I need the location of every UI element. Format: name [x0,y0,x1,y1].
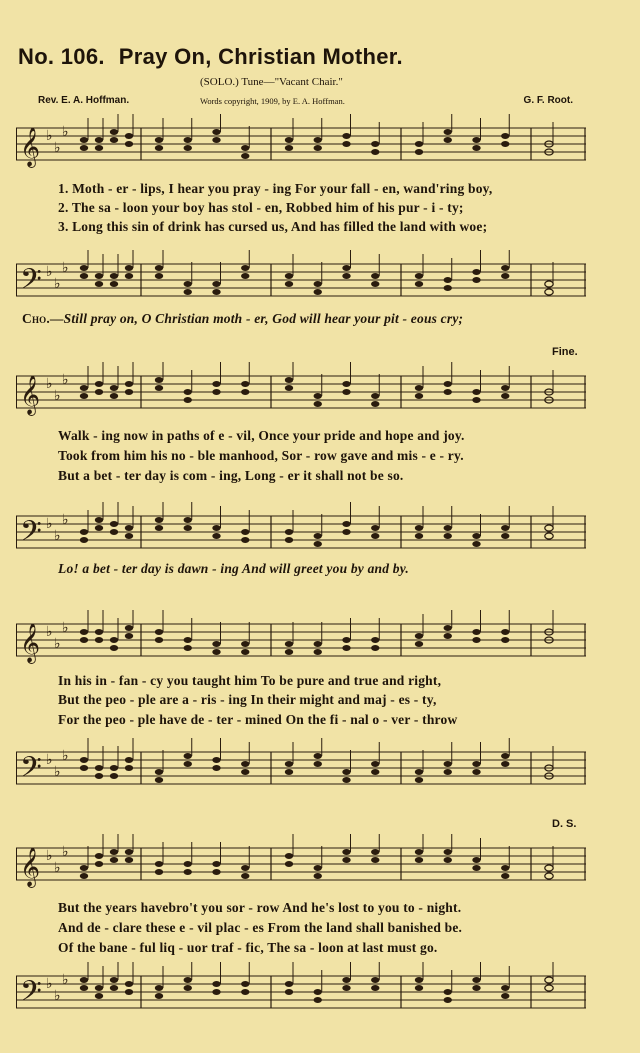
ds-marking: D. S. [552,818,577,830]
composer-credit: G. F. Root. [523,95,573,106]
svg-text:♭: ♭ [54,277,61,292]
svg-text:𝄢: 𝄢 [20,263,42,303]
svg-text:𝄢: 𝄢 [20,751,42,791]
lyric-line: Walk - ing now in paths of e - vil, Once your pride and hope and joy. [58,428,465,443]
chorus-line: Lo! a bet - ter day is dawn - ing And will greet you by and by. [58,561,409,576]
svg-text:♭: ♭ [54,861,61,876]
svg-text:♭: ♭ [46,753,53,768]
svg-text:♭: ♭ [54,529,61,544]
staff-lines [16,962,586,1032]
treble-staff [16,610,586,680]
svg-text:♭: ♭ [46,625,53,640]
lyric-line: 1. Moth - er - lips, I hear you pray - ing For your fall - en, wand'ring boy, [58,181,493,196]
treble-staff [16,114,586,184]
copyright-notice: Words copyright, 1909, by E. A. Hoffman. [200,96,345,106]
svg-text:♭: ♭ [54,141,61,156]
lyric-line: Of the bane - ful liq - uor traf - fic, The sa - loon at last must go. [58,940,438,955]
svg-text:𝄞: 𝄞 [20,375,41,415]
svg-text:♭: ♭ [62,261,69,276]
treble-staff [16,834,586,904]
lyric-line: 3. Long this sin of drink has cursed us, And has filled the land with woe; [58,219,488,234]
fine-marking: Fine. [552,346,578,358]
bass-staff [16,962,586,1032]
svg-text:♭: ♭ [54,765,61,780]
svg-text:𝄢: 𝄢 [20,515,42,555]
svg-text:♭: ♭ [46,977,53,992]
chorus-text: Still pray on, O Christian moth - er, God will hear your pit - eous cry; [63,311,464,326]
svg-text:♭: ♭ [62,845,69,860]
staff-lines [16,114,586,184]
lyric-line: But the peo - ple are a - ris - ing In their might and maj - es - ty, [58,692,437,707]
treble-staff [16,362,586,432]
hymn-title: Pray On, Christian Mother. [118,44,403,69]
lyric-line: In his in - fan - cy you taught him To be pure and true and right, [58,673,442,688]
chorus-prefix: Cho.— [22,311,64,326]
svg-text:♭: ♭ [46,517,53,532]
lyric-line: For the peo - ple have de - ter - mined On the fi - nal o - ver - throw [58,712,458,727]
lyric-line: Took from him his no - ble manhood, Sor - row gave and mis - e - ry. [58,448,464,463]
bass-staff [16,250,586,320]
staff-lines [16,738,586,808]
credits-row [0,95,640,109]
staff-lines [16,362,586,432]
lyric-line: But the years havebro't you sor - row And he's lost to you to - night. [58,900,462,915]
svg-text:♭: ♭ [62,749,69,764]
hymn-number: No. 106. [18,44,105,69]
lyric-line: 2. The sa - loon your boy has stol - en, Robbed him of his pur - i - ty; [58,200,464,215]
svg-text:♭: ♭ [62,973,69,988]
svg-text:♭: ♭ [62,513,69,528]
hymn-heading [18,44,618,70]
svg-text:♭: ♭ [54,389,61,404]
svg-text:♭: ♭ [46,849,53,864]
bass-staff [16,738,586,808]
lyric-line: And de - clare these e - vil plac - es From the land shall banished be. [58,920,463,935]
svg-text:𝄞: 𝄞 [20,127,41,167]
svg-text:♭: ♭ [46,377,53,392]
svg-text:♭: ♭ [62,621,69,636]
staff-lines [16,250,586,320]
svg-text:𝄞: 𝄞 [20,847,41,887]
svg-text:𝄢: 𝄢 [20,975,42,1015]
svg-text:♭: ♭ [62,373,69,388]
chorus-line [22,311,463,327]
svg-text:♭: ♭ [62,125,69,140]
tune-line: (SOLO.) Tune—"Vacant Chair." [200,76,343,88]
lyric-line: But a bet - ter day is com - ing, Long - er it shall not be so. [58,468,404,483]
svg-text:𝄞: 𝄞 [20,623,41,663]
svg-text:♭: ♭ [46,129,53,144]
staff-lines [16,610,586,680]
svg-text:♭: ♭ [46,265,53,280]
svg-text:♭: ♭ [54,637,61,652]
svg-text:♭: ♭ [54,989,61,1004]
staff-lines [16,834,586,904]
poet-credit: Rev. E. A. Hoffman. [38,95,130,106]
